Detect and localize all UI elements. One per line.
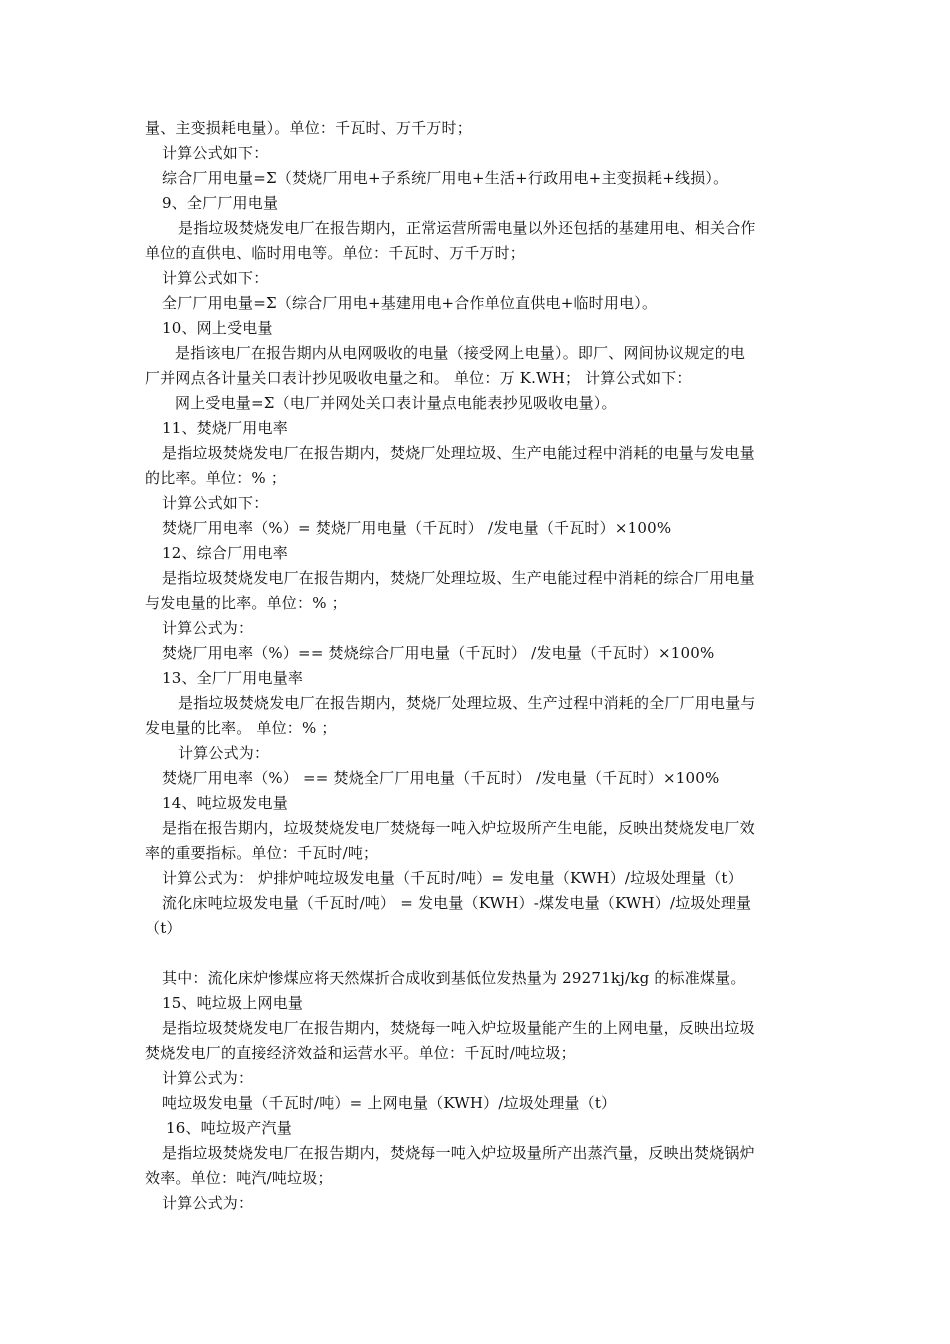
section-heading: 13、全厂厂用电量率 — [162, 669, 304, 687]
text-line: 焚烧发电厂的直接经济效益和运营水平。单位：千瓦时/吨垃圾； — [145, 1044, 576, 1062]
formula-line: 焚烧厂用电率（%）== 焚烧综合厂用电量（千瓦时） /发电量（千瓦时）×100% — [162, 644, 715, 662]
section-heading: 10、网上受电量 — [162, 319, 273, 337]
text-line: 率的重要指标。单位：千瓦时/吨； — [145, 844, 379, 862]
text-line: 计算公式如下： — [162, 144, 269, 162]
text-line: 效率。单位：吨汽/吨垃圾； — [145, 1169, 333, 1187]
text-line: 发电量的比率。 单位：% ； — [145, 719, 337, 737]
text-line: 的比率。单位：% ； — [145, 469, 287, 487]
formula-line: 流化床吨垃圾发电量（千瓦时/吨） = 发电量（KWH）-煤发电量（KWH）/垃圾处理量 — [162, 894, 752, 912]
formula-line: 焚烧厂用电率（%）= 焚烧厂用电量（千瓦时） /发电量（千瓦时）×100% — [162, 519, 672, 537]
text-line: 综合厂用电量=Σ（焚烧厂用电+子系统厂用电+生活+行政用电+主变损耗+线损）。 — [162, 169, 729, 187]
text-line: 计算公式为： — [178, 744, 270, 762]
text-line: 是指垃圾焚烧发电厂在报告期内，焚烧厂处理垃圾、生产电能过程中消耗的电量与发电量 — [162, 444, 755, 462]
text-line: 其中：流化床炉惨煤应将天然煤折合成收到基低位发热量为 29271kj/kg 的标准煤量。 — [162, 969, 746, 987]
formula-line: 焚烧厂用电率（%） == 焚烧全厂厂用电量（千瓦时） /发电量（千瓦时）×100% — [162, 769, 720, 787]
text-line: 是指在报告期内，垃圾焚烧发电厂焚烧每一吨入炉垃圾所产生电能，反映出焚烧发电厂效 — [162, 819, 755, 837]
text-line: 网上受电量=Σ（电厂并网处关口表计量点电能表抄见吸收电量）。 — [175, 394, 617, 412]
text-line: 计算公式如下： — [162, 494, 269, 512]
section-heading: 15、吨垃圾上网电量 — [162, 994, 304, 1012]
section-heading: 12、综合厂用电率 — [162, 544, 288, 562]
text-line: 计算公式为： — [162, 619, 254, 637]
text-line: 是指该电厂在报告期内从电网吸收的电量（接受网上电量）。即厂、网间协议规定的电 — [175, 344, 746, 362]
formula-line: 计算公式为： 炉排炉吨垃圾发电量（千瓦时/吨）= 发电量（KWH）/垃圾处理量（t） — [162, 869, 743, 887]
text-line: 计算公式为： — [162, 1194, 254, 1212]
text-line: 是指垃圾焚烧发电厂在报告期内，焚烧厂处理垃圾、生产电能过程中消耗的综合厂用电量 — [162, 569, 755, 587]
text-line: 计算公式为： — [162, 1069, 254, 1087]
text-line: 单位的直供电、临时用电等。单位：千瓦时、万千万时； — [145, 244, 526, 262]
text-line: 量、主变损耗电量）。单位：千瓦时、万千万时； — [145, 119, 472, 137]
text-line: 计算公式如下： — [162, 269, 269, 287]
section-heading: 9、全厂厂用电量 — [162, 194, 279, 212]
text-line: 厂并网点各计量关口表计抄见吸收电量之和。 单位：万 K.WH； 计算公式如下： — [145, 369, 692, 387]
section-heading: 11、焚烧厂用电率 — [162, 419, 288, 437]
text-line: 全厂厂用电量=Σ（综合厂用电+基建用电+合作单位直供电+临时用电）。 — [162, 294, 658, 312]
section-heading: 14、吨垃圾发电量 — [162, 794, 288, 812]
text-line: （t） — [145, 919, 182, 937]
text-line: 是指垃圾焚烧发电厂在报告期内，正常运营所需电量以外还包括的基建用电、相关合作 — [178, 219, 756, 237]
text-line: 是指垃圾焚烧发电厂在报告期内，焚烧每一吨入炉垃圾量能产生的上网电量，反映出垃圾 — [162, 1019, 755, 1037]
formula-line: 吨垃圾发电量（千瓦时/吨）= 上网电量（KWH）/垃圾处理量（t） — [162, 1094, 617, 1112]
text-line: 是指垃圾焚烧发电厂在报告期内，焚烧每一吨入炉垃圾量所产出蒸汽量，反映出焚烧锅炉 — [162, 1144, 755, 1162]
text-line: 是指垃圾焚烧发电厂在报告期内，焚烧厂处理垃圾、生产过程中消耗的全厂厂用电量与 — [178, 694, 756, 712]
section-heading: 16、吨垃圾产汽量 — [166, 1119, 292, 1137]
text-line: 与发电量的比率。单位：% ； — [145, 594, 347, 612]
